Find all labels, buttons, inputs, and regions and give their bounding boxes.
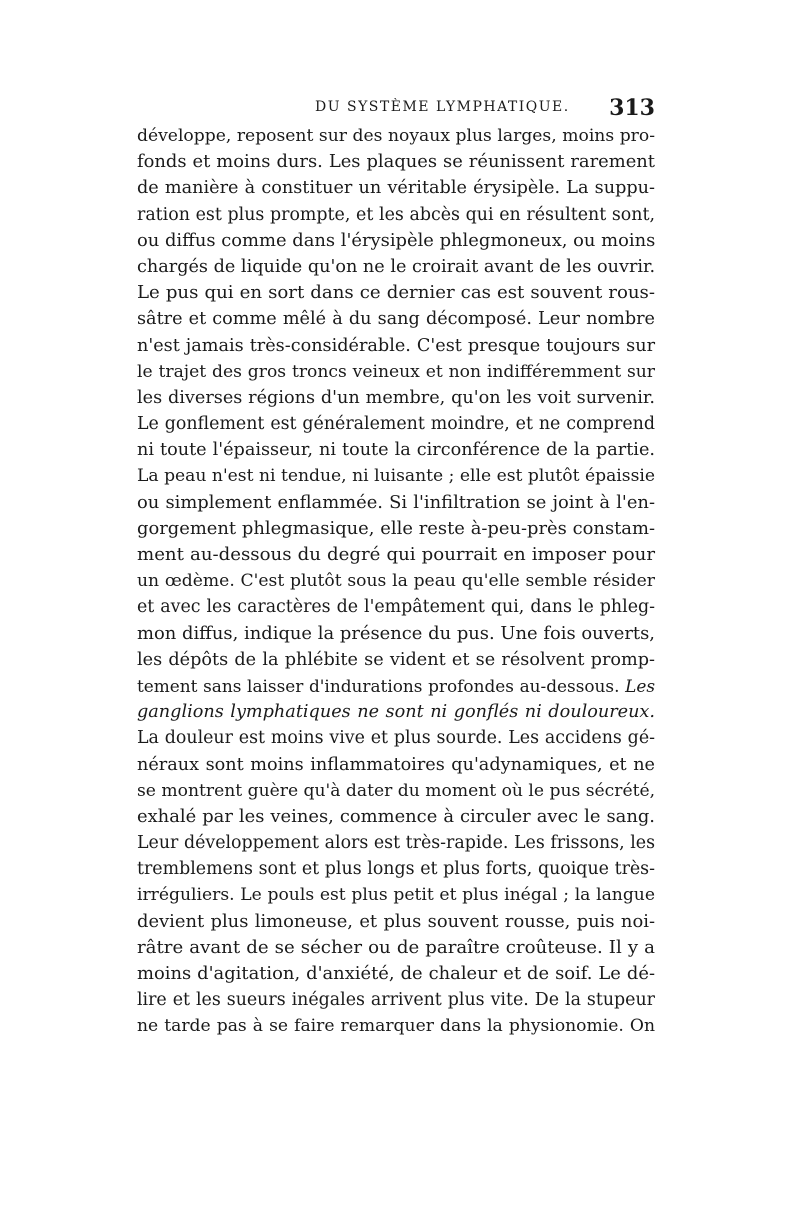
text-line: un œdème. C'est plutôt sous la peau qu'elle semble résider [137, 571, 655, 592]
text-line: lire et les sueurs inégales arrivent plus vite. De la stupeur [137, 990, 655, 1011]
text-line: ne tarde pas à se faire remarquer dans la physionomie. On [137, 1016, 655, 1037]
text-line: ou simplement enflammée. Si l'infiltration se joint à l'en- [137, 491, 655, 513]
text-line: tremblemens sont et plus longs et plus forts, quoique très- [137, 859, 655, 880]
text-line: mon diffus, indique la présence du pus. Une fois ouverts, [137, 622, 655, 644]
text-line: ment au-dessous du degré qui pourrait en imposer pour [137, 544, 655, 565]
text-line: Le gonflement est généralement moindre, et ne comprend [137, 414, 655, 435]
text-line: le trajet des gros troncs veineux et non indifféremment sur [137, 361, 655, 382]
text-line: râtre avant de se sécher ou de paraître croûteuse. Il y a [137, 936, 655, 958]
text-line: les dépôts de la phlébite se vident et se résolvent promp- [137, 649, 655, 670]
text-line: chargés de liquide qu'on ne le croirait avant de les ouvrir. [137, 256, 656, 277]
running-head [137, 95, 655, 121]
text-line: irréguliers. Le pouls est plus petit et plus inégal ; la langue [137, 885, 655, 906]
text-line: La peau n'est ni tendue, ni luisante ; elle est plutôt épaissie [137, 466, 655, 487]
body-text [137, 123, 655, 1040]
running-title: DU SYSTÈME LYMPHATIQUE. [315, 99, 570, 115]
text-line: exhalé par les veines, commence à circuler avec le sang. [137, 805, 655, 827]
text-line: ni toute l'épaisseur, ni toute la circonférence de la partie. [137, 440, 655, 461]
text-line-main: tement sans laisser d'indurations profondes au-dessous. [137, 675, 620, 696]
italic-text: Les [625, 675, 656, 696]
page-number: 313 [609, 95, 655, 121]
text-line: sâtre et comme mêlé à du sang décomposé. Leur nombre [137, 309, 655, 330]
text-line: La douleur est moins vive et plus sourde. Les accidens gé- [137, 728, 655, 749]
text-line: ou diffus comme dans l'érysipèle phlegmoneux, ou moins [137, 229, 656, 251]
text-line: fonds et moins durs. Les plaques se réunissent rarement [137, 151, 655, 173]
text-line: gorgement phlegmasique, elle reste à-peu-près constam- [137, 517, 655, 539]
text-line: ration est plus prompte, et les abcès qui en résultent sont, [137, 204, 655, 225]
text-line-with-italic [137, 673, 655, 699]
text-line: se montrent guère qu'à dater du moment où le pus sécrété, [137, 780, 656, 801]
text-line: devient plus limoneuse, et plus souvent rousse, puis noi- [137, 910, 655, 932]
text-line: Leur développement alors est très-rapide. Les frissons, les [137, 833, 655, 854]
text-line: de manière à constituer un véritable érysipèle. La suppu- [137, 178, 655, 199]
text-line: néraux sont moins inflammatoires qu'adynamiques, et ne [137, 754, 655, 775]
text-line: n'est jamais très-considérable. C'est presque toujours sur [137, 335, 655, 356]
text-line: et avec les caractères de l'empâtement qui, dans le phleg- [137, 597, 655, 618]
text-line: développe, reposent sur des noyaux plus larges, moins pro- [137, 126, 655, 146]
italic-text-line: ganglions lymphatiques ne sont ni gonflés ni douloureux. [137, 702, 655, 723]
text-line: Le pus qui en sort dans ce dernier cas est souvent rous- [137, 282, 655, 304]
text-line: les diverses régions d'un membre, qu'on les voit survenir. [137, 387, 655, 408]
text-line: moins d'agitation, d'anxiété, de chaleur et de soif. Le dé- [137, 963, 655, 984]
